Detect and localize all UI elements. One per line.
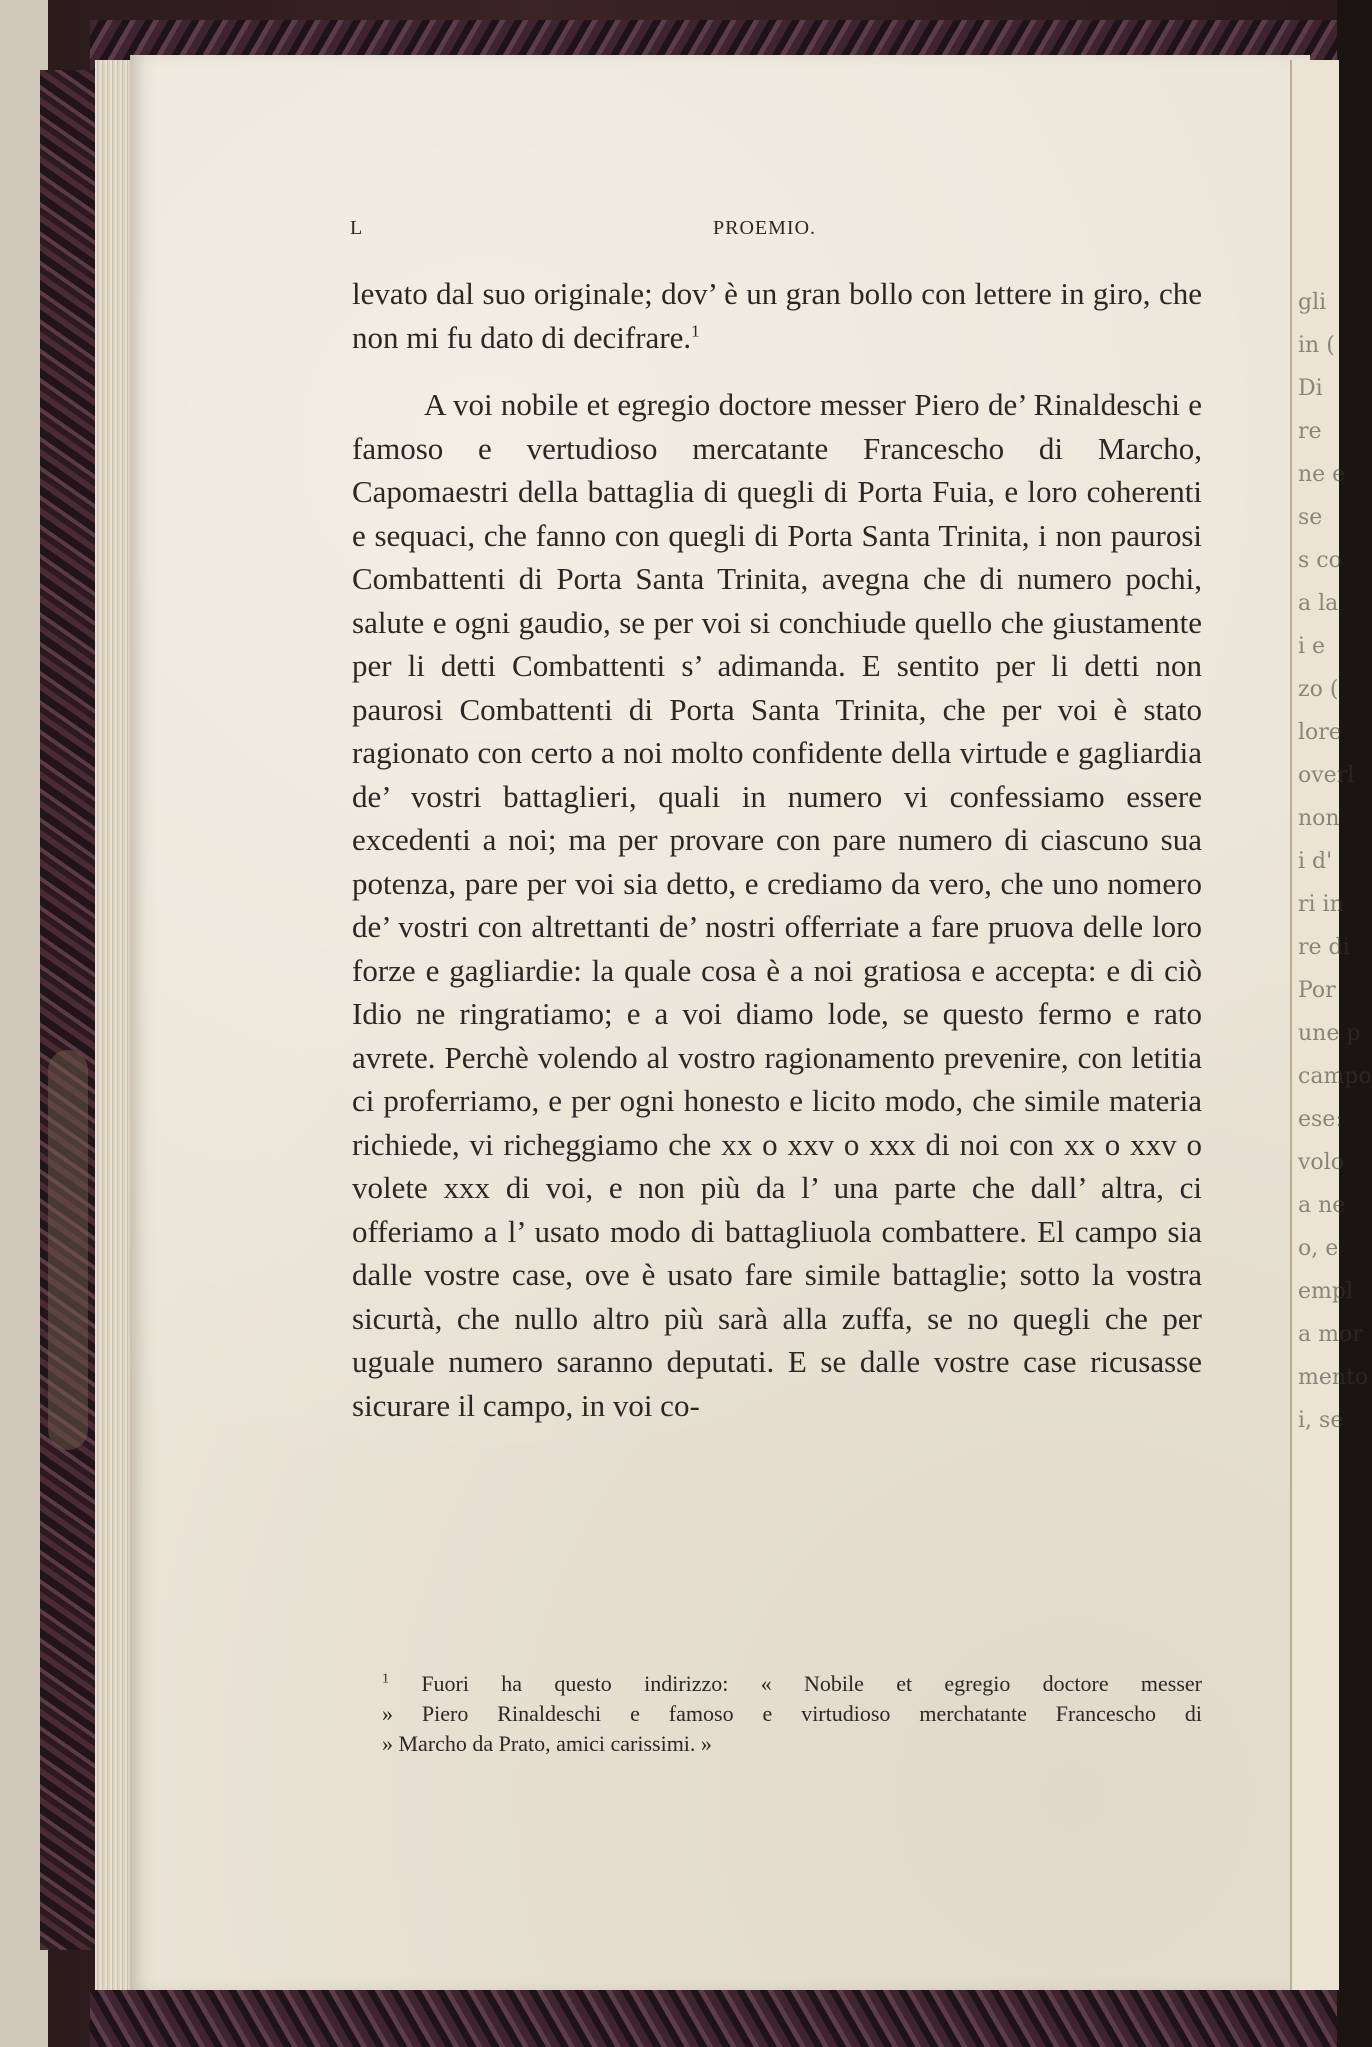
cover-wear-stain: [48, 1050, 88, 1450]
facing-fragment: mento: [1298, 1365, 1369, 1390]
facing-fragment: a mor: [1298, 1322, 1363, 1347]
facing-fragment: ese:: [1298, 1107, 1343, 1132]
facing-fragment: i e: [1298, 634, 1326, 659]
footnote: [382, 1669, 1202, 1759]
facing-fragment: Di: [1298, 376, 1323, 401]
footnote-text: Fuori ha questo indirizzo: « Nobile et egregio doctore messer: [421, 1671, 1203, 1696]
page-number: L: [350, 217, 364, 239]
facing-fragment: ne e: [1298, 462, 1346, 487]
footnote-marker: 1: [382, 1671, 389, 1687]
footnote-line: » Piero Rinaldeschi e famoso e virtudioso merchatante Francescho di: [382, 1701, 1202, 1726]
facing-page-edge: [1290, 60, 1372, 1990]
facing-fragment: s co: [1298, 548, 1342, 573]
facing-fragment: ri in: [1298, 892, 1344, 917]
facing-fragment: lore: [1298, 720, 1342, 745]
facing-fragment: volo: [1298, 1150, 1344, 1175]
facing-fragment: empl: [1298, 1279, 1353, 1304]
facing-fragment: gli: [1298, 290, 1327, 315]
running-title: PROEMIO.: [713, 217, 817, 239]
facing-fragment: i d': [1298, 849, 1333, 874]
page-edges: [95, 60, 135, 1990]
facing-fragment: overl: [1298, 763, 1355, 788]
letter-paragraph: A voi nobile et egregio doctore messer Piero de’ Rinaldeschi e famoso e vertudioso mercatante Francescho di Marcho, Capomaestri della battaglia di quegli di Porta Fuia, e loro coherenti e sequaci, che fanno con quegli di Porta Santa Trinita, i non paurosi Combattenti di Porta Santa Trinita, avegna che di numero pochi, salute e ogni gaudio, se per voi si conchiude quello che giustamente per li detti Combattenti s’ adimanda. E sentito per li detti non paurosi Combattenti di Porta Santa Trinita, che per voi è stato ragionato con certo a noi molto confidente della virtude e gagliardia de’ vostri battaglieri, quali in numero vi confessiamo essere excedenti a noi; ma per provare con pare numero di ciascuno sua potenza, pare per voi sia detto, e crediamo da vero, che uno nomero de’ vostri con altrettanti de’ nostri offerriate a fare pruova delle loro forze e gagliardie: la quale cosa è a noi gratiosa e accepta: e di ciò Idio ne ringratiamo; e a voi diamo lode, se questo fermo e rato avrete. Perchè volendo al vostro ragionamento prevenire, con letitia ci proferriamo, e per ogni honesto e licito modo, che simile materia richiede, vi richeggiamo che xx o xxv o xxx di noi con xx o xxv o volete xxx di voi, e non più da l’ una parte che dall’ altra, ci offeriamo a l’ usato modo di battagliuola combattere. El campo sia dalle vostre case, ove è usato fare simile battaglie; sotto la vostra sicurtà, che nullo altro più sarà alla zuffa, se no quegli che per uguale numero saranno deputati. E se dalle vostre case ricusasse sicurare il campo, in voi co-: [352, 387, 1202, 1423]
running-head: [350, 217, 1200, 247]
facing-fragment: re di: [1298, 935, 1350, 960]
paragraph-text: levato dal suo originale; dov’ è un gran bollo con lettere in giro, che non mi fu dato di decifrare.: [352, 276, 1202, 355]
facing-fragment: non: [1298, 806, 1340, 831]
facing-fragment: i, se: [1298, 1408, 1344, 1433]
facing-fragment: se: [1298, 505, 1323, 530]
footnote-line: [382, 1669, 1202, 1699]
facing-fragment: une p: [1298, 1021, 1361, 1046]
facing-fragment: a la: [1298, 591, 1339, 616]
facing-fragment: campo: [1298, 1064, 1372, 1089]
facing-fragment: a ne: [1298, 1193, 1346, 1218]
facing-fragment: re: [1298, 419, 1322, 444]
facing-fragment: o, e: [1298, 1236, 1339, 1261]
facing-fragment: Por: [1298, 978, 1336, 1003]
main-text: [352, 272, 1202, 1427]
marbled-cover-bottom: [90, 1990, 1337, 2047]
footnote-reference: 1: [691, 321, 700, 341]
facing-fragment: in (: [1298, 333, 1335, 358]
facing-fragment: zo (: [1298, 677, 1339, 702]
continued-paragraph: [352, 272, 1202, 359]
footnote-line: » Marcho da Prato, amici carissimi. »: [382, 1731, 712, 1756]
